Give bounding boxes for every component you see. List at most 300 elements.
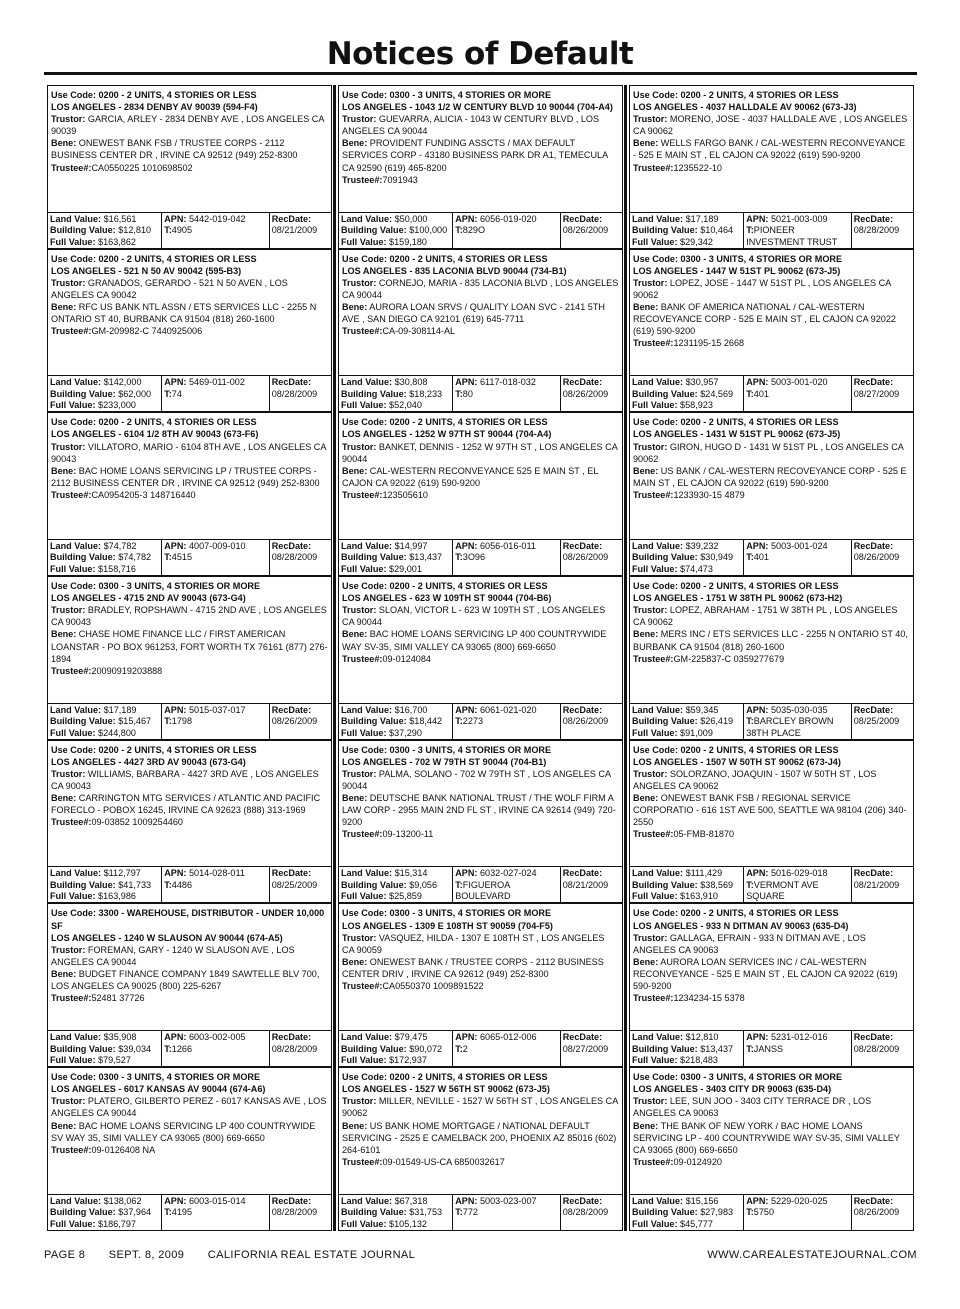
notice-use-code: Use Code: 0200 - 2 UNITS, 4 STORIES OR LESS — [51, 417, 257, 428]
land-value-amount: $17,189 — [685, 213, 719, 224]
bene-value: BANK OF AMERICA NATIONAL / CAL-WESTERN RECOVEYANCE CORP - 525 E MAIN ST , EL CAJON CA 92022 (619) 590-9200 — [633, 302, 896, 337]
bene-value: AURORA LOAN SERVICES INC / CAL-WESTERN RECONVEYANCE - 525 E MAIN ST , EL CAJON CA 92022 (619) 590-9200 — [633, 956, 898, 991]
recdate-value: 08/26/2009 — [271, 716, 318, 727]
trustor-value: CORNEJO, MARIA - 835 LACONIA BLVD , LOS ANGELES CA 90044 — [342, 277, 619, 300]
trustor-value: LOPEZ, JOSE - 1447 W 51ST PL , LOS ANGELES CA 90062 — [633, 277, 891, 300]
notice-bene — [51, 968, 328, 992]
notice-body — [629, 903, 914, 1030]
tract-value: JANSS — [753, 1043, 784, 1054]
building-value-label: Building Value: — [341, 879, 407, 890]
land-value-label: Land Value: — [632, 213, 684, 224]
notice-bene — [342, 301, 619, 325]
recdate-value: 08/28/2009 — [271, 552, 318, 563]
trustor-label: Trustor: — [342, 277, 377, 288]
full-value-amount: $163,986 — [98, 891, 136, 902]
notice-trustee — [51, 162, 328, 174]
tract-label: T: — [164, 225, 172, 236]
notice-use-code: Use Code: 0200 - 2 UNITS, 4 STORIES OR LESS — [342, 253, 548, 264]
notice-values — [338, 375, 623, 412]
building-value — [50, 716, 159, 727]
apn — [746, 868, 849, 879]
full-value-amount: $158,716 — [98, 563, 136, 574]
full-value-amount: $233,000 — [98, 400, 136, 411]
recdate-label: RecDate: — [271, 1195, 312, 1206]
land-value-amount: $14,997 — [394, 541, 428, 552]
tract-value: 2 — [462, 1043, 468, 1054]
apn-cell — [452, 213, 560, 248]
trustor-value: GARCIA, ARLEY - 2834 DENBY AVE , LOS ANGELES CA 90039 — [51, 114, 324, 137]
notice-trustee — [342, 1156, 619, 1168]
notice-values — [338, 1030, 623, 1067]
notice-trustee — [51, 325, 328, 337]
notice-body — [47, 740, 332, 867]
notice-use-code: Use Code: 0200 - 2 UNITS, 4 STORIES OR LESS — [51, 744, 257, 755]
notice-trustee — [51, 665, 328, 677]
notice-trustor — [51, 441, 328, 465]
full-value-label: Full Value: — [632, 236, 678, 247]
notice-trustor — [342, 277, 619, 301]
apn — [455, 214, 558, 225]
land-value — [632, 377, 741, 388]
apn-value: 6056-019-020 — [479, 213, 537, 224]
trustor-label: Trustor: — [633, 605, 668, 616]
land-value-label: Land Value: — [632, 868, 684, 879]
notice-bene — [633, 956, 910, 992]
tract-value: 1266 — [171, 1043, 192, 1054]
notice-address: LOS ANGELES - 2834 DENBY AV 90039 (594-F4) — [51, 102, 258, 113]
apn-label: APN: — [746, 868, 769, 879]
full-value-amount: $163,910 — [680, 891, 718, 902]
apn — [164, 214, 267, 225]
tract — [164, 880, 267, 891]
full-value-amount: $244,800 — [98, 727, 136, 738]
building-value — [632, 552, 741, 563]
notice-8 — [335, 412, 626, 576]
notice-use-code: Use Code: 0300 - 3 UNITS, 4 STORIES OR MORE — [633, 1072, 843, 1083]
notice-trustee — [51, 992, 328, 1004]
apn-cell — [161, 213, 269, 248]
full-value-label: Full Value: — [50, 236, 96, 247]
notice-trustor — [51, 768, 328, 792]
land-value-amount: $12,810 — [685, 1032, 719, 1043]
land-value-amount: $142,000 — [103, 377, 142, 388]
recdate-cell — [851, 540, 913, 575]
recdate-value: 08/25/2009 — [271, 879, 318, 890]
building-value — [50, 1044, 159, 1055]
bene-label: Bene: — [342, 302, 368, 313]
recdate-cell — [560, 867, 622, 902]
recdate-cell — [560, 1195, 622, 1230]
apn — [455, 541, 558, 552]
building-value-amount: $18,233 — [409, 388, 443, 399]
full-value-label: Full Value: — [632, 563, 678, 574]
apn-value: 5016-029-018 — [770, 868, 828, 879]
values-cell — [339, 1195, 452, 1230]
building-value-amount: $9,056 — [409, 879, 438, 890]
trustee-value: CA0954205-3 148716440 — [91, 489, 196, 500]
tract-value: 5750 — [753, 1207, 774, 1218]
bene-value: ONEWEST BANK FSB / TRUSTEE CORPS - 2112 BUSINESS CENTER DR , IRVINE CA 92512 (949) 252-8300 — [51, 138, 298, 161]
recdate-cell — [269, 1195, 331, 1230]
bene-label: Bene: — [51, 1120, 77, 1131]
tract-value: 4515 — [171, 552, 192, 563]
notice-use-code: Use Code: 3300 - WAREHOUSE, DISTRIBUTOR - UNDER 10,000 SF — [51, 908, 325, 931]
bene-label: Bene: — [633, 1120, 659, 1131]
tract — [746, 716, 849, 739]
bene-label: Bene: — [342, 629, 368, 640]
notice-use-code: Use Code: 0300 - 3 UNITS, 4 STORIES OR MORE — [633, 253, 843, 264]
trustor-value: BRADLEY, ROPSHAWN - 4715 2ND AVE , LOS ANGELES CA 90043 — [51, 605, 327, 628]
land-value-amount: $79,475 — [394, 1032, 428, 1043]
recdate-cell — [851, 1031, 913, 1066]
tract — [164, 716, 267, 727]
recdate-cell — [851, 1195, 913, 1230]
recdate-label: RecDate: — [271, 213, 312, 224]
land-value — [341, 377, 450, 388]
notice-trustee — [51, 489, 328, 501]
full-value-label: Full Value: — [50, 400, 96, 411]
notice-19 — [44, 1067, 335, 1231]
recdate-value: 08/26/2009 — [562, 388, 609, 399]
notice-bene — [51, 628, 328, 664]
notice-trustor — [51, 277, 328, 301]
footer-website[interactable]: WWW.CAREALESTATEJOURNAL.COM — [707, 1249, 917, 1261]
notice-address: LOS ANGELES - 3403 CITY DR 90063 (635-D4) — [633, 1084, 832, 1095]
land-value — [341, 214, 450, 225]
tract-label: T: — [455, 1043, 463, 1054]
apn-value: 6003-002-005 — [188, 1032, 246, 1043]
apn-cell — [452, 540, 560, 575]
full-value — [632, 400, 741, 411]
tract-value: 401 — [753, 552, 769, 563]
notice-21 — [626, 1067, 917, 1231]
apn-cell — [161, 1195, 269, 1230]
apn-cell — [161, 867, 269, 902]
bene-label: Bene: — [342, 956, 368, 967]
recdate-label: RecDate: — [562, 541, 603, 552]
land-value-label: Land Value: — [50, 868, 102, 879]
bene-label: Bene: — [51, 465, 77, 476]
recdate-value: 08/27/2009 — [562, 1043, 609, 1054]
full-value — [632, 1055, 741, 1066]
apn-label: APN: — [455, 1032, 478, 1043]
recdate-cell — [269, 1031, 331, 1066]
notice-values — [629, 1030, 914, 1067]
trustee-value: CA-09-308114-AL — [382, 326, 456, 337]
land-value-label: Land Value: — [50, 213, 102, 224]
apn-value: 5003-001-024 — [770, 541, 828, 552]
recdate-cell — [269, 213, 331, 248]
notice-12 — [626, 576, 917, 740]
notice-trustor — [342, 1095, 619, 1119]
building-value-amount: $100,000 — [409, 225, 448, 236]
apn-label: APN: — [164, 1032, 187, 1043]
apn-value: 4007-009-010 — [188, 541, 246, 552]
building-value-amount: $37,964 — [118, 1207, 152, 1218]
trustor-label: Trustor: — [633, 1096, 668, 1107]
building-value-amount: $27,983 — [700, 1207, 734, 1218]
land-value — [50, 705, 159, 716]
recdate-value: 08/28/2009 — [271, 388, 318, 399]
trustee-value: GM-225837-C 0359277679 — [673, 653, 785, 664]
trustor-label: Trustor: — [51, 605, 86, 616]
full-value-label: Full Value: — [341, 1054, 387, 1065]
building-value-amount: $39,034 — [118, 1043, 152, 1054]
notice-values — [338, 1194, 623, 1231]
notice-bene — [342, 792, 619, 828]
full-value — [632, 728, 741, 739]
notice-use-code: Use Code: 0300 - 3 UNITS, 4 STORIES OR MORE — [342, 908, 552, 919]
notice-1 — [44, 85, 335, 249]
notice-bene — [342, 465, 619, 489]
full-value-amount: $52,040 — [389, 400, 422, 411]
bene-value: BAC HOME LOANS SERVICING LP 400 COUNTRYWIDE SV WAY 35, SIMI VALLEY CA 93065 (800) 669-6650 — [51, 1120, 316, 1143]
notice-trustor — [51, 113, 328, 137]
apn-cell — [743, 867, 851, 902]
notice-trustee — [633, 992, 910, 1004]
values-cell — [48, 704, 161, 739]
trustor-value: PLATERO, GILBERTO PEREZ - 6017 KANSAS AVE , LOS ANGELES CA 90044 — [51, 1096, 327, 1119]
footer-publication: CALIFORNIA REAL ESTATE JOURNAL — [207, 1249, 416, 1261]
full-value — [50, 728, 159, 739]
trustor-value: SOLORZANO, JOAQUIN - 1507 W 50TH ST , LOS ANGELES CA 90062 — [633, 768, 877, 792]
land-value — [341, 705, 450, 716]
bene-value: MERS INC / ETS SERVICES LLC - 2255 N ONTARIO ST 40, BURBANK CA 91504 (818) 260-1600 — [633, 629, 908, 652]
trustee-label: Trustee#: — [633, 829, 674, 840]
land-value-label: Land Value: — [341, 213, 393, 224]
full-value — [341, 400, 450, 411]
recdate-cell — [269, 867, 331, 902]
full-value — [50, 237, 159, 248]
trustor-label: Trustor: — [51, 114, 86, 125]
values-cell — [48, 1031, 161, 1066]
recdate-cell — [560, 213, 622, 248]
notice-use-code: Use Code: 0300 - 3 UNITS, 4 STORIES OR MORE — [51, 1072, 261, 1083]
trustee-label: Trustee#: — [633, 162, 674, 173]
notice-values — [338, 866, 623, 903]
notice-trustor — [342, 768, 619, 792]
notice-body — [338, 85, 623, 212]
notice-values — [47, 866, 332, 903]
land-value-label: Land Value: — [341, 1195, 393, 1206]
recdate-label: RecDate: — [853, 541, 894, 552]
trustor-value: PALMA, SOLANO - 702 W 79TH ST , LOS ANGELES CA 90044 — [342, 768, 611, 792]
building-value-label: Building Value: — [632, 716, 698, 727]
values-cell — [339, 704, 452, 739]
building-value-label: Building Value: — [632, 1043, 698, 1054]
bene-value: US BANK / CAL-WESTERN RECOVEYANCE CORP - 525 E MAIN ST , EL CAJON CA 92022 (619) 590-9200 — [633, 465, 907, 488]
recdate-label: RecDate: — [271, 704, 312, 715]
tract-value: 74 — [171, 388, 182, 399]
recdate-value: 08/26/2009 — [562, 225, 609, 236]
apn-value: 5015-037-017 — [188, 704, 246, 715]
trustee-label: Trustee#: — [51, 1144, 92, 1155]
land-value-amount: $111,429 — [685, 868, 723, 879]
trustee-label: Trustee#: — [342, 653, 383, 664]
bene-label: Bene: — [633, 138, 659, 149]
full-value-label: Full Value: — [341, 236, 387, 247]
notice-bene — [342, 956, 619, 980]
notice-body — [629, 1067, 914, 1194]
notices-grid — [44, 85, 917, 1231]
values-cell — [48, 376, 161, 411]
bene-value: WELLS FARGO BANK / CAL-WESTERN RECONVEYANCE - 525 E MAIN ST , EL CAJON CA 92022 (619) 590-9200 — [633, 138, 906, 161]
recdate-value: 08/21/2009 — [562, 879, 609, 890]
recdate-label: RecDate: — [271, 541, 312, 552]
apn-label: APN: — [746, 1195, 769, 1206]
bene-value: BUDGET FINANCE COMPANY 1849 SAWTELLE BLV 700, LOS ANGELES CA 90025 (800) 225-6267 — [51, 968, 320, 991]
tract-value: 772 — [462, 1207, 478, 1218]
full-value-label: Full Value: — [632, 1054, 678, 1065]
trustee-label: Trustee#: — [51, 993, 92, 1004]
land-value-amount: $15,156 — [685, 1195, 719, 1206]
full-value — [50, 400, 159, 411]
tract-label: T: — [164, 1207, 172, 1218]
recdate-label: RecDate: — [271, 868, 312, 879]
notice-9 — [626, 412, 917, 576]
full-value-label: Full Value: — [632, 400, 678, 411]
notice-bene — [51, 792, 328, 816]
building-value — [632, 1044, 741, 1055]
values-cell — [630, 540, 743, 575]
building-value-label: Building Value: — [50, 1207, 116, 1218]
apn-value: 5229-020-025 — [770, 1195, 828, 1206]
apn — [746, 1032, 849, 1043]
notice-trustee — [633, 489, 910, 501]
notice-address: LOS ANGELES - 1431 W 51ST PL 90062 (673-J5) — [633, 429, 841, 440]
apn-value: 6065-012-006 — [479, 1032, 537, 1043]
full-value-amount: $163,862 — [98, 236, 136, 247]
recdate-value: 08/21/2009 — [271, 225, 318, 236]
notice-body — [47, 412, 332, 539]
footer-left — [44, 1249, 435, 1261]
full-value — [50, 1219, 159, 1230]
tract-label: T: — [164, 388, 172, 399]
trustee-value: 09-0124084 — [382, 653, 431, 664]
trustee-value: CA0550370 1009891522 — [382, 981, 484, 991]
trustor-label: Trustor: — [342, 605, 377, 616]
recdate-label: RecDate: — [271, 1032, 312, 1043]
building-value-label: Building Value: — [632, 552, 698, 563]
building-value-label: Building Value: — [50, 716, 116, 727]
footer-date: SEPT. 8, 2009 — [108, 1249, 185, 1261]
apn — [455, 868, 558, 879]
full-value-amount: $25,859 — [389, 891, 422, 902]
notice-use-code: Use Code: 0200 - 2 UNITS, 4 STORIES OR LESS — [633, 90, 839, 100]
apn-value: 5003-023-007 — [479, 1195, 537, 1206]
apn-label: APN: — [164, 541, 187, 552]
trustor-value: GIRON, HUGO D - 1431 W 51ST PL , LOS ANGELES CA 90062 — [633, 441, 904, 464]
notice-18 — [626, 903, 917, 1067]
notice-trustee — [633, 653, 910, 665]
building-value-amount: $10,464 — [700, 225, 734, 236]
apn-cell — [743, 213, 851, 248]
land-value — [341, 1032, 450, 1043]
notice-values — [629, 703, 914, 740]
full-value-label: Full Value: — [632, 1218, 678, 1229]
apn-label: APN: — [164, 1195, 187, 1206]
land-value-label: Land Value: — [50, 704, 102, 715]
apn-label: APN: — [455, 868, 478, 879]
tract — [455, 716, 558, 727]
recdate-value: 08/28/2009 — [271, 1207, 318, 1218]
notice-use-code: Use Code: 0300 - 3 UNITS, 4 STORIES OR MORE — [342, 744, 552, 755]
building-value-amount: $41,733 — [118, 879, 152, 890]
notice-values — [47, 1030, 332, 1067]
trustee-value: 09-13200-11 — [382, 829, 434, 840]
apn — [746, 705, 849, 716]
notice-use-code: Use Code: 0300 - 3 UNITS, 4 STORIES OR MORE — [51, 581, 261, 592]
building-value-amount: $74,782 — [118, 552, 152, 563]
building-value-label: Building Value: — [341, 388, 407, 399]
notice-2 — [335, 85, 626, 249]
page-title: Notices of Default — [326, 36, 634, 72]
land-value — [50, 541, 159, 552]
building-value-amount: $38,569 — [700, 879, 734, 890]
notice-values — [47, 1194, 332, 1231]
trustee-value: CA0550225 1010698502 — [91, 162, 193, 173]
trustor-value: MORENO, JOSE - 4037 HALLDALE AVE , LOS ANGELES CA 90062 — [633, 114, 908, 137]
tract-label: T: — [455, 552, 463, 563]
recdate-value: 08/25/2009 — [853, 716, 900, 727]
land-value-label: Land Value: — [50, 1195, 102, 1206]
notice-address: LOS ANGELES - 6017 KANSAS AV 90044 (674-A6) — [51, 1084, 266, 1095]
notice-body — [629, 412, 914, 539]
tract-value: 401 — [753, 388, 769, 399]
trustee-label: Trustee#: — [633, 489, 674, 500]
full-value-label: Full Value: — [341, 400, 387, 411]
tract — [455, 552, 558, 563]
bene-value: BAC HOME LOANS SERVICING LP / TRUSTEE CORPS - 2112 BUSINESS CENTER DR , IRVINE CA 92512 (949) 252-8300 — [51, 465, 320, 488]
building-value — [341, 716, 450, 727]
notice-trustee — [342, 653, 619, 665]
tract — [455, 1207, 558, 1218]
building-value-label: Building Value: — [341, 552, 407, 563]
land-value — [632, 214, 741, 225]
land-value-label: Land Value: — [341, 377, 393, 388]
values-cell — [339, 1031, 452, 1066]
recdate-label: RecDate: — [853, 704, 894, 715]
recdate-cell — [851, 376, 913, 411]
full-value-amount: $29,001 — [389, 563, 422, 574]
apn-label: APN: — [455, 541, 478, 552]
page-footer — [44, 1249, 917, 1263]
notice-values — [338, 703, 623, 740]
notice-address: LOS ANGELES - 1447 W 51ST PL 90062 (673-J5) — [633, 265, 841, 276]
full-value-label: Full Value: — [632, 891, 678, 902]
building-value — [341, 389, 450, 400]
building-value — [50, 225, 159, 236]
recdate-label: RecDate: — [562, 868, 603, 879]
bene-value: RFC US BANK NTL ASSN / ETS SERVICES LLC - 2255 N ONTARIO ST 40, BURBANK CA 91504 (818) 260-1600 — [51, 302, 317, 325]
notice-bene — [51, 301, 328, 325]
land-value-label: Land Value: — [632, 1032, 684, 1043]
values-cell — [48, 1195, 161, 1230]
notice-bene — [633, 792, 910, 828]
apn-cell — [161, 704, 269, 739]
values-cell — [630, 376, 743, 411]
bene-value: DEUTSCHE BANK NATIONAL TRUST / THE WOLF FIRM A LAW CORP - 2955 MAIN 2ND FL ST , IRVINE CA 92614 (949) 720-9200 — [342, 793, 616, 828]
notice-trustor — [633, 113, 910, 137]
trustor-label: Trustor: — [633, 277, 668, 288]
recdate-value: 08/28/2009 — [853, 1043, 900, 1054]
tract — [455, 880, 558, 903]
column-divider — [624, 85, 627, 1231]
land-value-label: Land Value: — [50, 377, 102, 388]
building-value-label: Building Value: — [50, 388, 116, 399]
recdate-value: 08/28/2009 — [853, 225, 900, 236]
full-value-label: Full Value: — [50, 891, 96, 902]
